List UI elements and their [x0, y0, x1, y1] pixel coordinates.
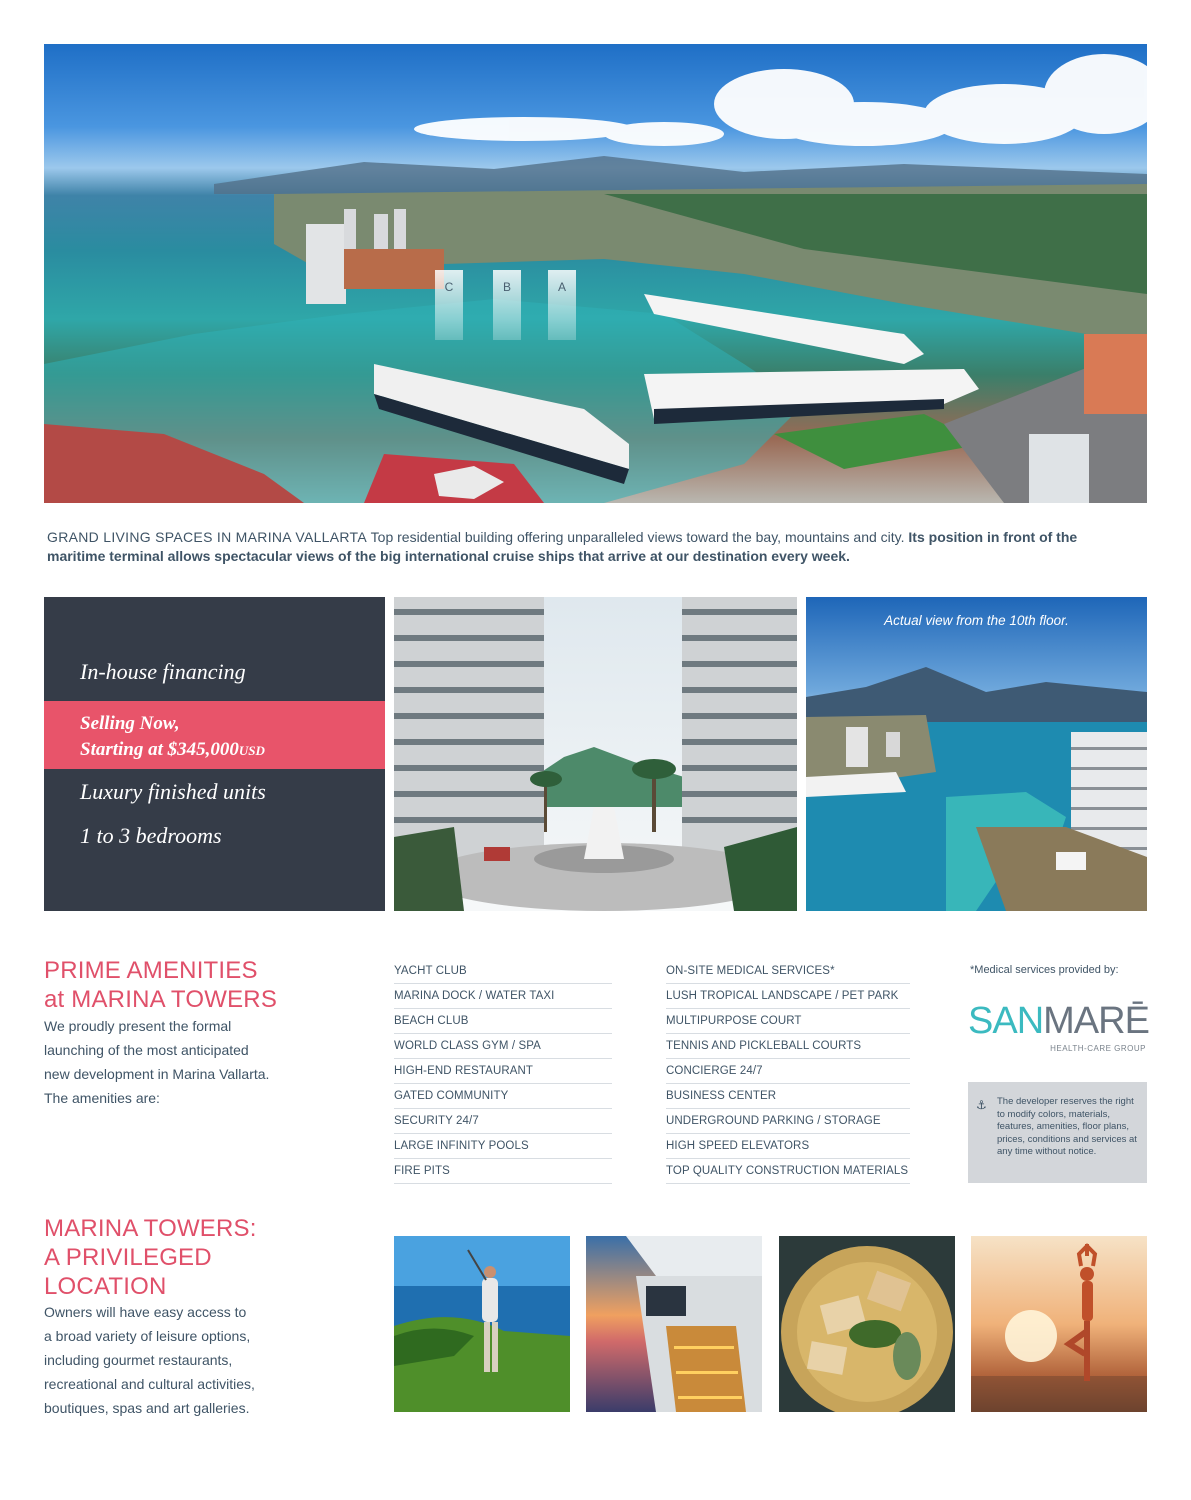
- location-description-line: a broad variety of leisure options,: [44, 1328, 251, 1344]
- list-item: UNDERGROUND PARKING / STORAGE: [666, 1109, 910, 1134]
- amenities-title-line1: PRIME AMENITIES: [44, 957, 258, 984]
- anchor-icon: ⚓: [976, 1098, 987, 1112]
- towers-render-illustration: [394, 597, 797, 911]
- amenities-list-col2: [666, 959, 910, 1184]
- selling-now-line: Selling Now,: [80, 713, 180, 734]
- list-item: TENNIS AND PICKLEBALL COURTS: [666, 1034, 910, 1059]
- list-item: LARGE INFINITY POOLS: [394, 1134, 612, 1159]
- list-item: MULTIPURPOSE COURT: [666, 1009, 910, 1034]
- tower-a-marker: A: [548, 270, 576, 340]
- starting-price: Starting at $345,000: [80, 739, 239, 760]
- amenities-intro: [44, 1014, 269, 1110]
- location-description-line: boutiques, spas and art galleries.: [44, 1400, 250, 1416]
- amenities-list-col1: [394, 959, 612, 1184]
- luxury-units-label: Luxury finished units: [80, 779, 266, 804]
- disclaimer-box: [968, 1082, 1147, 1183]
- tower-c-marker: C: [435, 270, 463, 340]
- amenities-intro-line: The amenities are:: [44, 1090, 160, 1106]
- list-item: ON-SITE MEDICAL SERVICES*: [666, 959, 910, 984]
- sales-info-panel: [44, 597, 385, 911]
- intro-headline: GRAND LIVING SPACES IN MARINA VALLARTA: [47, 529, 368, 545]
- towers-render-photo: [394, 597, 797, 911]
- list-item: HIGH SPEED ELEVATORS: [666, 1134, 910, 1159]
- location-title-line: LOCATION: [44, 1273, 167, 1300]
- starting-price-line: [80, 739, 265, 761]
- amenities-intro-line: launching of the most anticipated: [44, 1042, 249, 1058]
- view-photo-caption: Actual view from the 10th floor.: [884, 613, 1069, 628]
- list-item: TOP QUALITY CONSTRUCTION MATERIALS: [666, 1159, 910, 1184]
- location-description-line: Owners will have easy access to: [44, 1304, 247, 1320]
- tenth-floor-view-illustration: [806, 597, 1147, 911]
- tower-b-marker: B: [493, 270, 521, 340]
- intro-paragraph: [47, 528, 1107, 566]
- list-item: MARINA DOCK / WATER TAXI: [394, 984, 612, 1009]
- yacht-illustration: [586, 1236, 762, 1412]
- location-title: [44, 1214, 257, 1301]
- hero-illustration: [44, 44, 1147, 503]
- yoga-photo: [971, 1236, 1147, 1412]
- golf-photo: [394, 1236, 570, 1412]
- list-item: SECURITY 24/7: [394, 1109, 612, 1134]
- yacht-photo: [586, 1236, 762, 1412]
- amenities-title-line2: at MARINA TOWERS: [44, 986, 278, 1013]
- logo-part-mare: MARĒ: [1043, 1000, 1149, 1042]
- list-item: BEACH CLUB: [394, 1009, 612, 1034]
- sanmare-logo-wordmark: [968, 1000, 1149, 1043]
- sanmare-logo-subtitle: HEALTH-CARE GROUP: [1050, 1044, 1146, 1053]
- list-item: HIGH-END RESTAURANT: [394, 1059, 612, 1084]
- logo-part-san: SAN: [968, 1000, 1044, 1042]
- location-title-line: A PRIVILEGED: [44, 1244, 212, 1271]
- list-item: WORLD CLASS GYM / SPA: [394, 1034, 612, 1059]
- location-title-line: MARINA TOWERS:: [44, 1215, 257, 1242]
- bedrooms-label: 1 to 3 bedrooms: [80, 823, 222, 848]
- list-item: BUSINESS CENTER: [666, 1084, 910, 1109]
- list-item: GATED COMMUNITY: [394, 1084, 612, 1109]
- hero-aerial-photo: [44, 44, 1147, 503]
- gourmet-dish-photo: [779, 1236, 955, 1412]
- disclaimer-text: The developer reserves the right to modify colors, materials, features, amenities, floor plans, prices, conditions and services at any time without notice.: [997, 1096, 1137, 1157]
- location-description: [44, 1300, 255, 1420]
- financing-label: In-house financing: [80, 659, 246, 684]
- medical-services-note: *Medical services provided by:: [970, 964, 1119, 976]
- golf-illustration: [394, 1236, 570, 1412]
- amenities-intro-line: new development in Marina Vallarta.: [44, 1066, 270, 1082]
- yoga-illustration: [971, 1236, 1147, 1412]
- list-item: YACHT CLUB: [394, 959, 612, 984]
- tenth-floor-view-photo: [806, 597, 1147, 911]
- location-description-line: including gourmet restaurants,: [44, 1352, 233, 1368]
- selling-now-banner: [44, 701, 385, 769]
- gourmet-dish-illustration: [779, 1236, 955, 1412]
- list-item: FIRE PITS: [394, 1159, 612, 1184]
- location-description-line: recreational and cultural activities,: [44, 1376, 255, 1392]
- price-currency: USD: [238, 743, 265, 758]
- sanmare-logo: [968, 1000, 1148, 1052]
- intro-text: Top residential building offering unparalleled views toward the bay, mountains and city.: [367, 529, 909, 545]
- intro-bold-text: Its position in front of the maritime terminal allows spectacular views of the big international cruise ships that arrive at our destination every week.: [47, 529, 1078, 564]
- list-item: LUSH TROPICAL LANDSCAPE / PET PARK: [666, 984, 910, 1009]
- amenities-title: [44, 956, 277, 1014]
- list-item: CONCIERGE 24/7: [666, 1059, 910, 1084]
- amenities-intro-line: We proudly present the formal: [44, 1018, 232, 1034]
